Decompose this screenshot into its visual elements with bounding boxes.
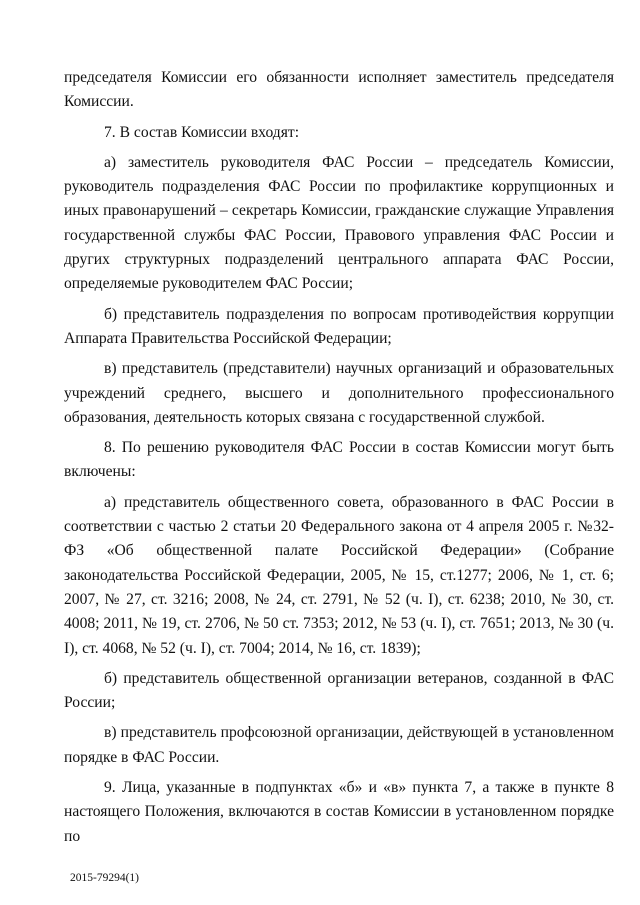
paragraph-item-8b: б) представитель общественной организации ветеранов, созданной в ФАС России; <box>64 669 614 712</box>
paragraph-item-8: 8. По решению руководителя ФАС России в состав Комиссии могут быть включены: <box>64 439 614 481</box>
paragraph-item-7: 7. В состав Комиссии входят: <box>104 123 300 141</box>
document-footer-code: 2015-79294(1) <box>70 872 139 884</box>
paragraph-item-7v: в) представитель (представители) научных организаций и образовательных учреждений среднего, высшего и дополнительного профессионального образования, деятельность которых связана с государственной службой. <box>64 360 614 426</box>
paragraph-item-9: 9. Лица, указанные в подпунктах «б» и «в» пункта 7, а также в пункте 8 настоящего Положения, включаются в состав Комиссии в установленном порядке по <box>64 779 614 845</box>
paragraph-item-8a: а) представитель общественного совета, образованного в ФАС России в соответствии с частью 2 статьи 20 Федерального закона от 4 апреля 2005 г. №32-ФЗ «Об общественной палате Российской Федерации» (Собрание законодательства Российской Федерации, 2005, № 15, ст.1277; 2006, № 1, ст. 6; 2007, № 27, ст. 3216; 2008, № 24, ст. 2791, № 52 (ч. I), ст. 6238; 2010, № 30, ст. 4008; 2011, № 19, ст. 2706, № 50 ст. 7353; 2012, № 53 (ч. I), ст. 7651; 2013, № 30 (ч. I), ст. 4068, № 52 (ч. I), ст. 7004; 2014, № 16, ст. 1839); <box>64 493 614 657</box>
paragraph-item-7a: а) заместитель руководителя ФАС России – председатель Комиссии, руководитель подразделения ФАС России по профилактике коррупционных и иных правонарушений – секретарь Комиссии, гражданские служащие Управления государственной службы ФАС России, Правового управления ФАС России и других структурных подразделений центрального аппарата ФАС России, определяемые руководителем ФАС России; <box>64 153 614 293</box>
paragraph-continuation: председателя Комиссии его обязанности исполняет заместитель председателя Комиссии. <box>64 69 614 111</box>
paragraph-item-7b: б) представитель подразделения по вопросам противодействия коррупции Аппарата Правительства Российской Федерации; <box>64 305 614 347</box>
document-body <box>64 66 614 855</box>
paragraph-item-8v: в) представитель профсоюзной организации, действующей в установленном порядке в ФАС России. <box>64 724 614 766</box>
